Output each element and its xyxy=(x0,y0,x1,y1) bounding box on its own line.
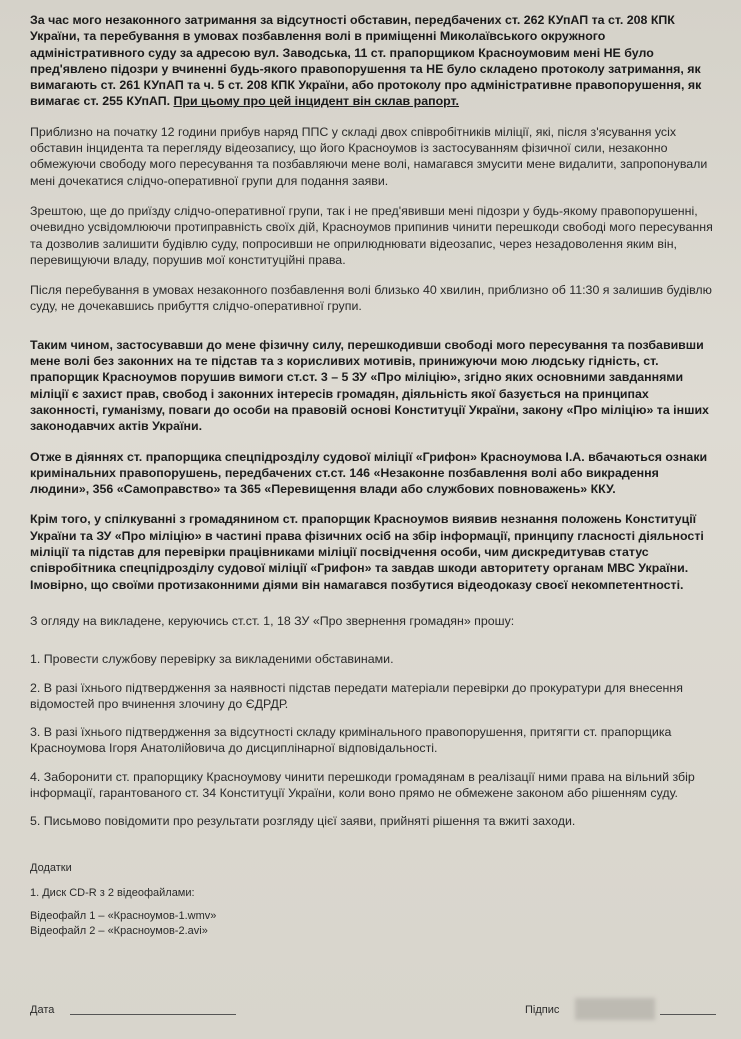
attachments-section xyxy=(30,860,717,939)
signature-footer xyxy=(30,998,717,1022)
intro-text: За час мого незаконного затримання за відсутності обставин, передбачених ст. 262 КУпАП та ст. 208 КПК України, та перебування в умовах позбавлення волі в приміщенні Миколаївського окружного адміністративного суду за адресою вул. Заводська, 11 ст. прапорщиком Красноумовим мені НЕ було пред'явлено підозри у вчиненні будь-якого правопорушення та НЕ було складено протоколу затримання, як вимагають ст. 261 КУпАП та ч. 5 ст. 208 КПК України, або протоколу про адміністративне правопорушення, як вимагає ст. 255 КУпАП. xyxy=(30,13,702,109)
request-item: 4. Заборонити ст. прапорщику Красноумову чинити перешкоди громадянам в реалізації ними права на вільний збір інформації, гарантованого ст. 34 Конституції України, коли воно прямо не обмежене законом або рішенням суду. xyxy=(30,769,695,800)
attachment-item: 1. Диск CD-R з 2 відеофайлами: xyxy=(30,886,195,899)
request-item: 5. Письмово повідомити про результати розгляду цієї заяви, прийняті рішення та вжиті заходи. xyxy=(30,814,576,829)
attachments-title: Додатки xyxy=(30,861,72,874)
request-intro: З огляду на викладене, керуючись ст.ст. 1, 18 ЗУ «Про звернення громадян» прошу: xyxy=(30,613,515,628)
signature-redaction xyxy=(575,998,655,1020)
report-note: При цьому про цей інцидент він склав рапорт. xyxy=(173,94,459,109)
paragraph-criminal-offences: Отже в діяннях ст. прапорщика спецпідрозділу судової міліції «Грифон» Красноумова І.А. вбачаються ознаки кримінальних правопорушень, передбачених ст.ст. 146 «Незаконне позбавлення волі або викрадення людини», 356 «Самоправство» та 365 «Перевищення влади або службових повноважень» ККУ. xyxy=(30,449,708,497)
request-item: 2. В разі їхнього підтвердження за наявності підстав передати матеріали перевірки до прокуратури для внесення відомостей про вчинення злочину до ЄДРДР. xyxy=(30,680,683,711)
attachment-file: Відеофайл 2 – «Красноумов-2.avi» xyxy=(30,924,208,937)
signature-label: Підпис xyxy=(525,1004,560,1016)
request-list xyxy=(30,651,717,829)
paragraph-patrol-arrival: Приблизно на початку 12 години прибув наряд ППС у складі двох співробітників міліції, які, після з'ясування усіх обставин інцидента та перегляду відеозапису, що його Красноумов із застосуванням фізичної сили, незаконно обмежуючи свободу мого пересування та позбавляючи мене волі, намагався змусити мене видалити, запропонували мені дочекатися слідчо-оперативної групи для подання заяви. xyxy=(30,124,708,188)
attachment-file: Відеофайл 1 – «Красноумов-1.wmv» xyxy=(30,909,217,922)
paragraph-incompetence: Крім того, у спілкуванні з громадянином ст. прапорщик Красноумов виявив незнання положень Конституції України та ЗУ «Про міліцію» в частині права фізичних осіб на збір інформації, принципу гласності діяльності міліції та підстав для перевірки працівниками міліції посвідчення особи, чим дискредитував статус співробітника спецпідрозділу судової міліції «Грифон» та завдав шкоди авторитету органам МВС України. Імовірно, що своїми протизаконними діями він намагався позбутися відеодоказу своєї некомпетентності. xyxy=(30,512,704,592)
date-label: Дата xyxy=(30,1004,55,1016)
paragraph-violation-summary: Таким чином, застосувавши до мене фізичну силу, перешкодивши свободі мого пересування та позбавивши мене волі без законних на те підстав та з корисливих мотивів, принижуючи мою людську гідність, ст. прапорщик Красноумов порушив вимоги ст.ст. 3 – 5 ЗУ «Про міліцію», згідно яких основними завданнями міліції є захист прав, свобод і законних інтересів громадян, діяльність якої базується на принципах законності, гуманізму, поваги до особи на правовій основі Конституції України, закону «Про міліцію» та інших законодавчих актів України. xyxy=(30,337,709,434)
signature-line xyxy=(660,1014,716,1015)
intro-paragraph xyxy=(30,12,717,110)
date-line xyxy=(70,1014,236,1015)
request-item: 3. В разі їхнього підтвердження за відсутності складу кримінального правопорушення, притягти ст. прапорщика Красноумова Ігоря Анатолійовича до дисциплінарної відповідальності. xyxy=(30,725,672,756)
paragraph-release: Зрештою, ще до приїзду слідчо-оперативної групи, так і не пред'явивши мені підозри у будь-якому правопорушенні, очевидно усвідомлюючи протиправність своїх дій, Красноумов припинив чинити перешкоди свободі мого пересування та дозволив залишити будівлю суду, попросивши не оприлюднювати відеозапис, через незадоволення яким він, перевищуючи владу, порушив мої конституційні права. xyxy=(30,203,713,267)
paragraph-departure: Після перебування в умовах незаконного позбавлення волі близько 40 хвилин, приблизно об 11:30 я залишив будівлю суду, не дочекавшись прибуття слідчо-оперативної групи. xyxy=(30,283,712,314)
request-item: 1. Провести службову перевірку за викладеними обставинами. xyxy=(30,652,394,667)
